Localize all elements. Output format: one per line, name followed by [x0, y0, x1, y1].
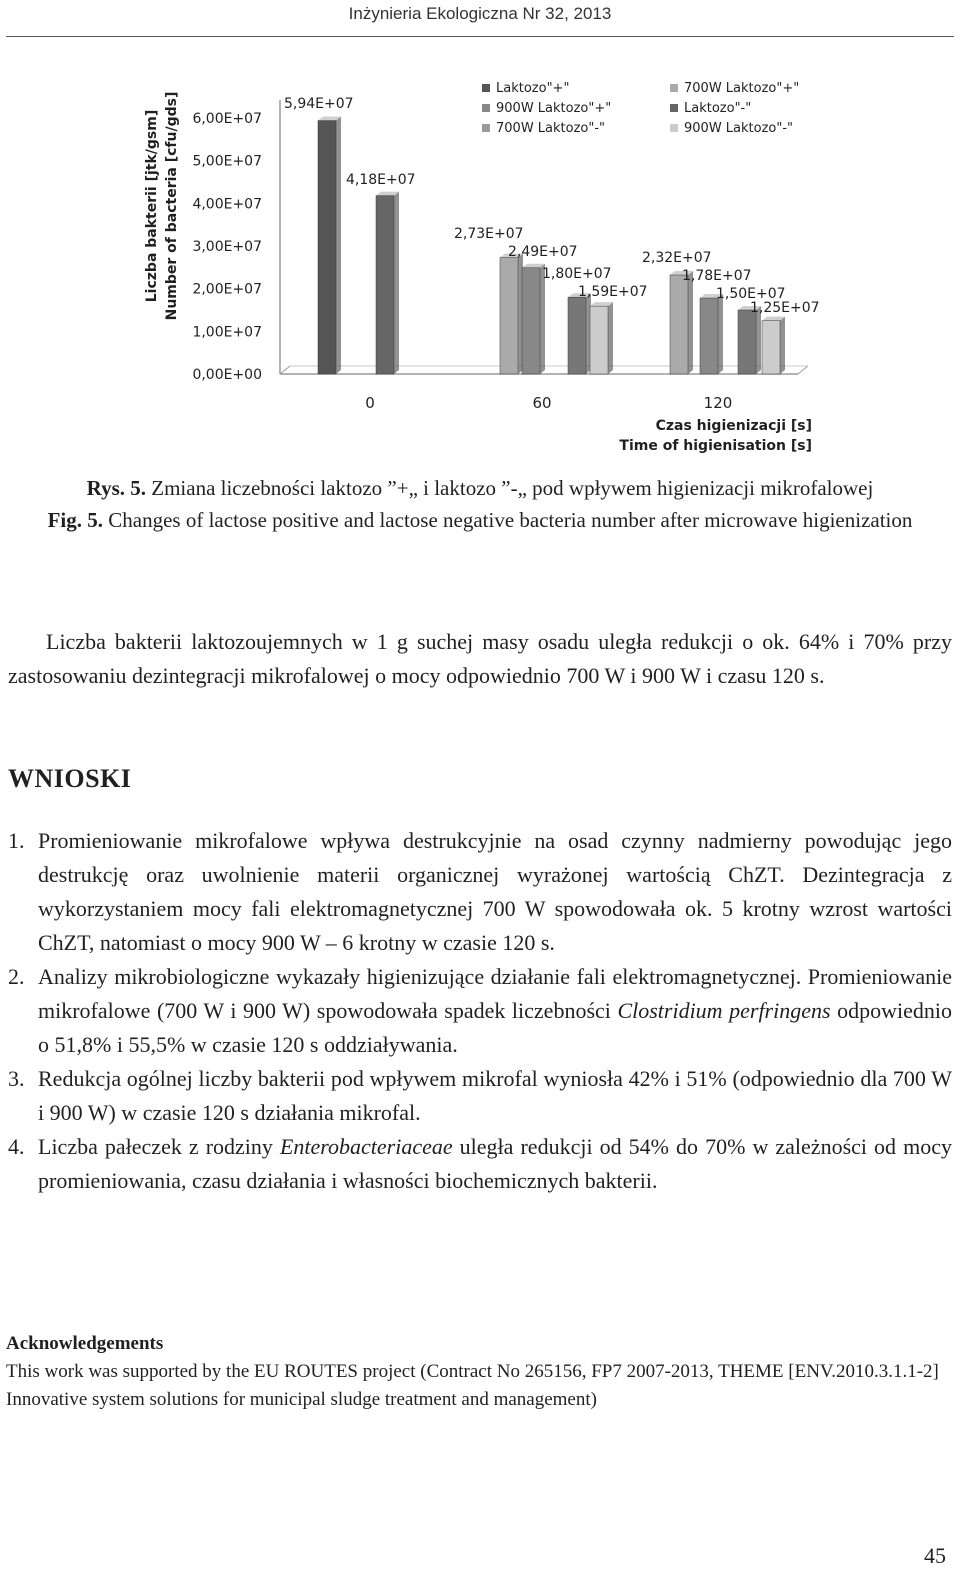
- y-tick-label: 2,00E+07: [192, 281, 262, 298]
- figure-caption-en: [6, 504, 954, 536]
- floor-edge: [798, 366, 808, 374]
- y-tick-label: 5,00E+07: [192, 153, 262, 170]
- y-tick-label: 1,00E+07: [192, 324, 262, 341]
- bacteria-bar-chart: [130, 78, 820, 458]
- bar-side: [780, 317, 785, 374]
- y-tick-label: 3,00E+07: [192, 239, 262, 255]
- x-tick-label: 60: [532, 394, 552, 412]
- bar-side: [336, 117, 341, 374]
- conclusions-list: [8, 824, 952, 1198]
- bar-side: [756, 306, 761, 374]
- list-item: [8, 960, 952, 1062]
- bar: [500, 258, 518, 374]
- list-number: 1.: [8, 828, 25, 853]
- bar-side: [394, 192, 399, 374]
- figure-caption-pl: [6, 472, 954, 504]
- legend-label: 700W Laktozo"-": [496, 121, 606, 136]
- bar: [762, 321, 780, 374]
- header-divider: [6, 36, 954, 37]
- legend-label: 900W Laktozo"-": [684, 121, 794, 136]
- legend-label: Laktozo"-": [684, 101, 752, 116]
- bar-value-label: 2,49E+07: [508, 244, 578, 260]
- bar-side: [688, 271, 693, 374]
- caption-en-label: Fig. 5.: [47, 508, 104, 532]
- bar-value-label: 5,94E+07: [284, 96, 354, 112]
- chart-canvas: [130, 78, 820, 458]
- legend-label: 700W Laktozo"+": [684, 81, 800, 96]
- species-name: Clostridium perfringens: [617, 998, 831, 1023]
- list-number: 4.: [8, 1134, 25, 1159]
- legend-label: 900W Laktozo"+": [496, 101, 612, 116]
- legend-swatch: [482, 104, 490, 112]
- bar: [738, 310, 756, 374]
- list-text-part: Liczba pałeczek z rodziny: [38, 1134, 280, 1159]
- list-text-part: Analizy mikrobiologiczne wykazały higienizujące działanie fali elektromagnetycznej. Promieniowanie mikrofalowe (700 W i 900 W) spowodowała spadek liczebności: [38, 964, 952, 1023]
- legend-swatch: [482, 84, 490, 92]
- list-number: 2.: [8, 964, 25, 989]
- caption-en-text: Changes of lactose positive and lactose negative bacteria number after microwave higienization: [108, 508, 913, 532]
- list-text-part: uległa redukcji od 54% do 70% w zależności od mocy promieniowania, czasu działania i własności biochemicznych bakterii.: [38, 1134, 952, 1193]
- bar: [568, 297, 586, 374]
- bar-side: [718, 294, 723, 374]
- list-text-part: odpowiednio o 51,8% i 55,5% w czasie 120 s oddziaływania.: [38, 998, 952, 1057]
- list-item: [8, 1130, 952, 1198]
- bar: [318, 121, 336, 374]
- bar-side: [608, 302, 613, 374]
- page-header: [0, 0, 960, 36]
- legend-swatch: [670, 84, 678, 92]
- x-axis-title-en: Time of higienisation [s]: [619, 438, 812, 454]
- list-text: [38, 960, 952, 1062]
- bar-value-label: 1,59E+07: [578, 284, 648, 300]
- section-heading: WNIOSKI: [8, 764, 132, 793]
- bar-value-label: 2,32E+07: [642, 250, 712, 266]
- page-number: 45: [924, 1543, 946, 1568]
- bar-value-label: 4,18E+07: [346, 172, 416, 188]
- bar: [522, 268, 540, 374]
- bar: [670, 275, 688, 374]
- floor-edge: [280, 366, 290, 374]
- bar-value-label: 1,50E+07: [716, 286, 786, 302]
- y-tick-label: 0,00E+00: [192, 367, 262, 383]
- caption-pl-text: Zmiana liczebności laktozo ”+„ i laktozo ”-„ pod wpływem higienizacji mikrofalowej: [151, 476, 874, 500]
- list-text: Promieniowanie mikrofalowe wpływa destrukcyjnie na osad czynny nadmierny powodując jego destrukcję oraz uwolnienie materii organicznej wyrażonej wartością ChZT. Dezintegracja z wykorzystaniem mocy fali elektromagnetycznej 700 W spowodowała ok. 5 krotny wzrost wartości ChZT, natomiast o mocy 900 W – 6 krotny w czasie 120 s.: [38, 828, 952, 955]
- bar: [700, 298, 718, 374]
- intro-paragraph: Liczba bakterii laktozoujemnych w 1 g suchej masy osadu uległa redukcji o ok. 64% i 70% przy zastosowaniu dezintegracji mikrofalowej o mocy odpowiednio 700 W i 900 W i czasu 120 s.: [8, 629, 952, 688]
- bar: [376, 196, 394, 374]
- family-name: Enterobacteriaceae: [279, 1134, 453, 1159]
- acknowledgements-text: This work was supported by the EU ROUTES project (Contract No 265156, FP7 2007-2013, THEME [ENV.2010.3.1.1-2] Innovative system solutions for municipal sludge treatment and management): [6, 1361, 939, 1410]
- bar: [590, 306, 608, 374]
- y-axis-title-pl: Liczba bakterii [jtk/gsm]: [144, 109, 160, 303]
- list-text: Redukcja ogólnej liczby bakterii pod wpływem mikrofal wyniosła 42% i 51% (odpowiednio dla 700 W i 900 W) w czasie 120 s działania mikrofal.: [38, 1066, 952, 1125]
- x-axis-title-pl: Czas higienizacji [s]: [655, 418, 812, 434]
- acknowledgements-title: Acknowledgements: [6, 1333, 164, 1354]
- list-text: [38, 1130, 952, 1198]
- legend-swatch: [670, 124, 678, 132]
- journal-title: Inżynieria Ekologiczna Nr 32, 2013: [348, 4, 612, 23]
- x-tick-label: 120: [703, 394, 733, 412]
- bar-value-label: 1,80E+07: [542, 266, 612, 282]
- bar-value-label: 1,25E+07: [750, 300, 820, 316]
- legend-swatch: [670, 104, 678, 112]
- legend-label: Laktozo"+": [496, 81, 570, 96]
- y-tick-label: 4,00E+07: [192, 196, 262, 213]
- list-number: 3.: [8, 1066, 25, 1091]
- caption-pl-label: Rys. 5.: [86, 476, 146, 500]
- bar-value-label: 1,78E+07: [682, 268, 752, 284]
- bar-value-label: 2,73E+07: [454, 226, 524, 242]
- x-tick-label: 0: [365, 394, 375, 412]
- y-axis-title-en: Number of bacteria [cfu/gds]: [164, 91, 180, 321]
- legend-swatch: [482, 124, 490, 132]
- list-item: [8, 824, 952, 960]
- y-tick-label: 6,00E+07: [192, 111, 262, 127]
- list-item: [8, 1062, 952, 1130]
